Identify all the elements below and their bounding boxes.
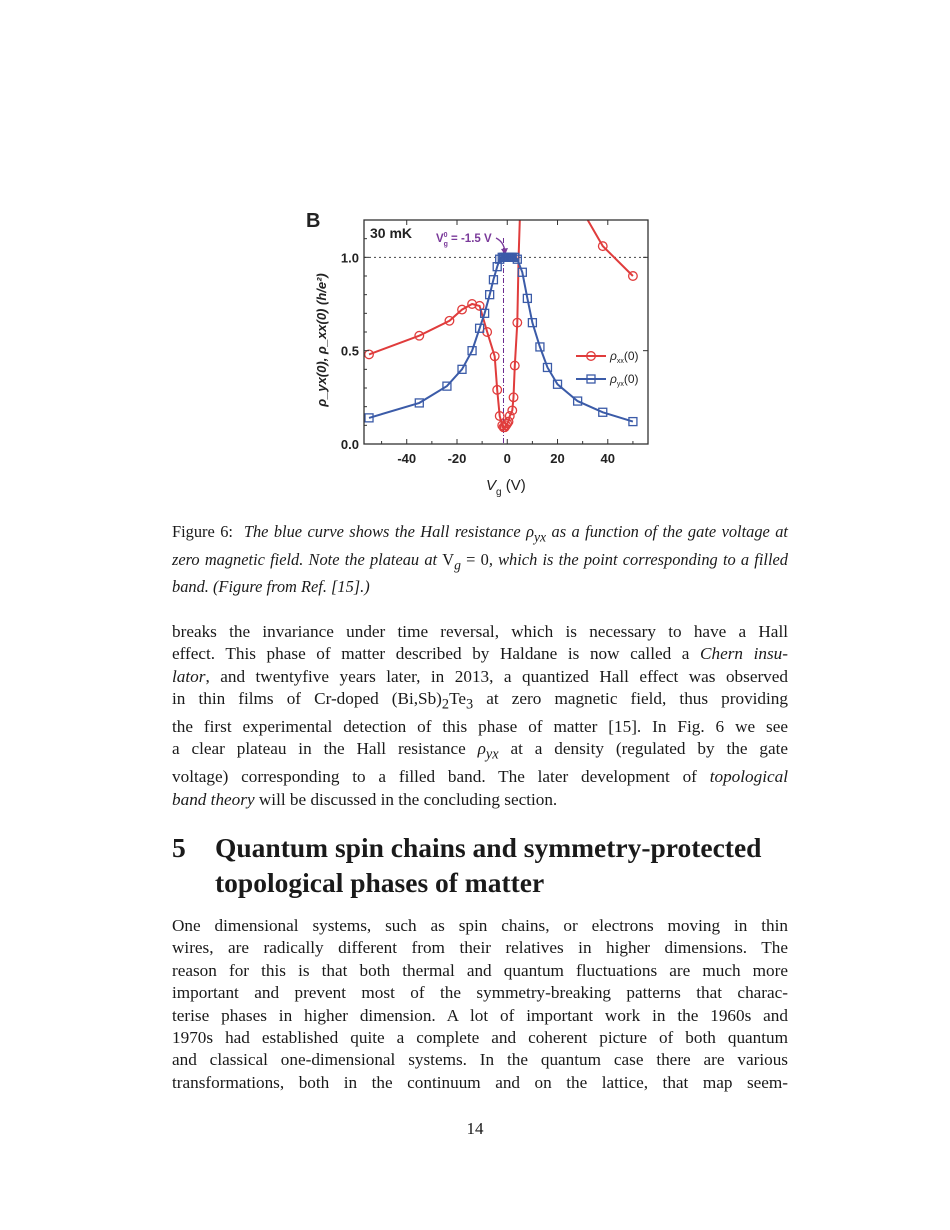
paragraph-line: terise phases in higher dimension. A lot of important work in the 1960s and <box>172 1005 788 1025</box>
caption-vg-sub: g <box>454 556 461 572</box>
paragraph-line: wires, are radically different from their relatives in higher dimensions. The <box>172 938 788 958</box>
figure-6 <box>300 200 660 510</box>
section-title-line-2: topological phases of matter <box>215 867 545 898</box>
paragraph-line: voltage) corresponding to a filled band. The later development of topological <box>172 767 788 787</box>
body-paragraph-2 <box>172 915 788 1094</box>
series-line-0 <box>369 220 520 427</box>
caption-rho-sub: yx <box>533 529 547 545</box>
caption-text-3: , which is the point corresponding to a filled band. (Figure from Ref. [15].) <box>172 549 788 597</box>
x-tick-label: 0 <box>503 451 511 466</box>
term-band-theory: band theory <box>172 789 255 809</box>
y-tick-label: 0.5 <box>340 343 359 359</box>
paragraph-line: important and prevent most of the symmetry-breaking patterns that charac- <box>172 983 788 1003</box>
legend-label-1: $\rho_{yx}(0)$ <box>610 372 639 388</box>
section-number: 5 <box>172 832 186 863</box>
series-1 <box>365 253 637 425</box>
paragraph-line: reason for this is that both thermal and quantum fluctuations are much more <box>172 960 788 980</box>
paragraph-line: in thin films of Cr-doped $(Bi,Sb)_2Te_3$ at zero magnetic field, thus providing <box>172 689 788 713</box>
paragraph-line: effect. This phase of matter described by Haldane is now called a Chern insu- <box>172 644 789 664</box>
series-line-0-segment-2 <box>588 220 633 276</box>
term-topological-band-theory: topological <box>709 767 788 787</box>
term-chern-insulator: Chern insu- <box>700 644 789 664</box>
series-0 <box>365 220 637 432</box>
term-chern-insulator-cont: lator <box>172 666 206 686</box>
caption-text-2: as a function of the gate voltage at zero magnetic field. Note the plateau at <box>172 522 788 569</box>
y-tick-label: 1.0 <box>340 250 359 266</box>
x-tick-label: 40 <box>600 451 616 466</box>
plateau-marker-cluster <box>501 253 516 261</box>
caption-label: Figure 6: <box>172 522 233 541</box>
caption-vg: V <box>442 549 455 569</box>
x-tick-label: -20 <box>447 451 467 466</box>
data-point-0-22 <box>629 272 638 281</box>
paragraph-line: breaks the invariance under time reversal, which is necessary to have a Hall <box>172 622 788 641</box>
caption-text-1: The blue curve shows the Hall resistance <box>243 522 527 541</box>
body-paragraph-1 <box>172 621 788 811</box>
paragraph-line: 1970s had established quite a complete and coherent picture of both quantum <box>172 1028 788 1048</box>
page-number: 14 <box>466 1119 484 1138</box>
caption-rho: ρ <box>526 522 534 541</box>
caption-vg-value: = 0 <box>460 549 489 569</box>
paragraph-line: a clear plateau in the Hall resistance $\rho_{yx}$ at a density (regulated by the gate <box>172 739 788 763</box>
y-tick-label: 0.0 <box>340 437 359 452</box>
y-axis-label: ρ_yx(0), ρ_xx(0) (h/e²) <box>314 273 329 407</box>
paragraph-line: and classical one-dimensional systems. In the quantum case there are various <box>172 1050 788 1070</box>
hall-resistance-chart <box>300 200 660 510</box>
x-tick-label: -40 <box>397 451 417 466</box>
section-title-line-1: Quantum spin chains and symmetry-protected <box>215 832 762 863</box>
panel-label: B <box>306 210 321 232</box>
figure-caption <box>172 521 788 598</box>
vg0-annotation: $V^0$ g = -1.5 V <box>436 232 492 248</box>
x-tick-label: 20 <box>550 451 565 466</box>
paragraph-line: lator, and twentyfive years later, in 2013, a quantized Hall effect was observed <box>172 666 788 686</box>
temperature-label: 30 mK <box>370 225 413 241</box>
paragraph-line: transformations, both in the continuum and on the lattice, that map seem- <box>172 1072 788 1092</box>
paragraph-line: One dimensional systems, such as spin chains, or electrons moving in thin <box>172 916 788 935</box>
legend-label-0: $\rho_{xx}(0)$ <box>610 349 639 365</box>
paragraph-line: the first experimental detection of this phase of matter [15]. In Fig. 6 we see <box>172 717 788 737</box>
x-axis-label: $V_g$ (V) <box>486 477 526 498</box>
section-title <box>215 830 815 900</box>
paragraph-line: band theory will be discussed in the concluding section. <box>172 789 558 809</box>
